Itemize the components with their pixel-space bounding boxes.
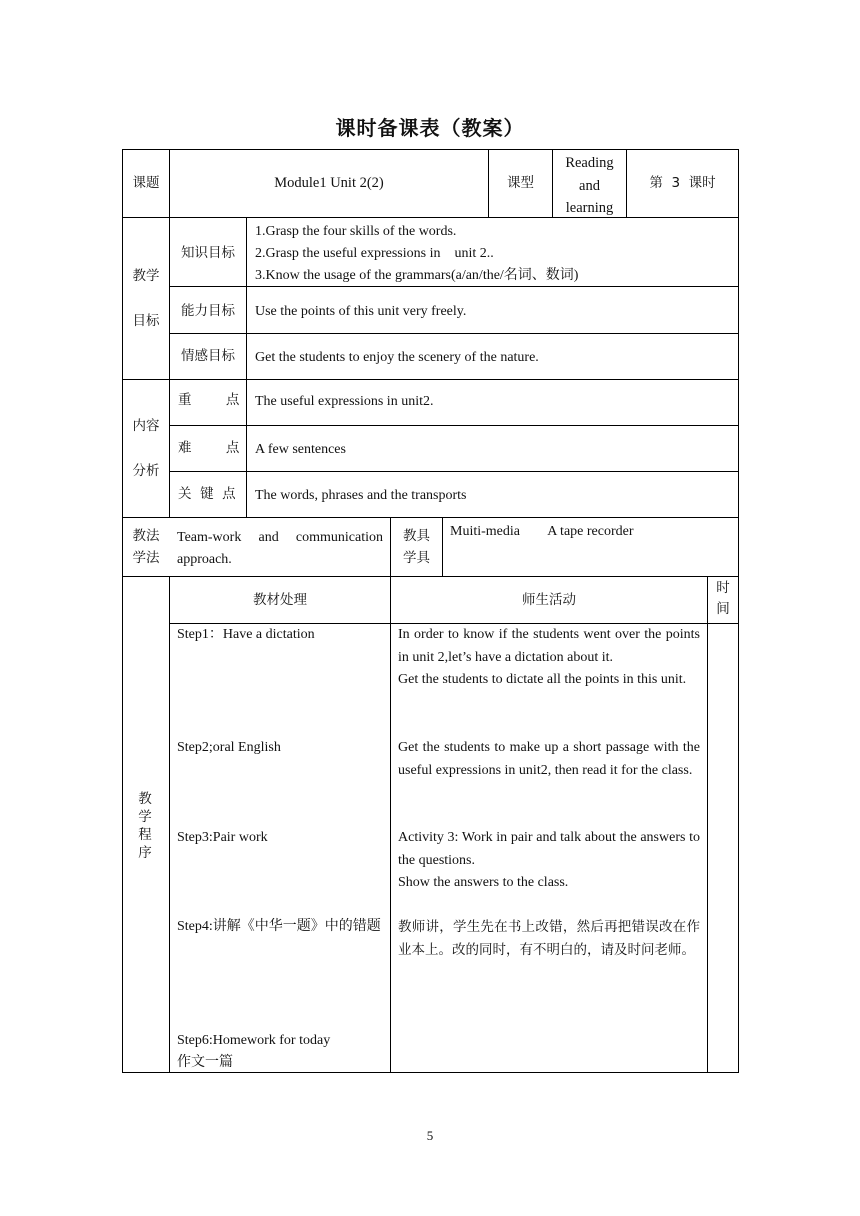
page-number: 5 xyxy=(426,1128,434,1143)
col-material-header: 教材处理 xyxy=(253,591,307,608)
knowledge-line: 2.Grasp the useful expressions in unit 2.. xyxy=(255,246,494,261)
step-1: Step1：Have a dictation xyxy=(177,627,315,642)
tools-label-line: 教具 xyxy=(403,528,430,544)
type-label: 课型 xyxy=(507,175,534,192)
col-activity-header: 师生活动 xyxy=(522,591,576,608)
activity-3: Get the students to make up a short passage with the useful expressions in unit2, then read it for the class. xyxy=(398,740,700,778)
col-divider xyxy=(246,217,247,517)
analysis-label xyxy=(123,380,169,517)
ability-text: Use the points of this unit very freely. xyxy=(255,303,467,319)
method-label xyxy=(123,518,169,576)
col-time-header: 时间 xyxy=(716,580,730,617)
key-text: The useful expressions in unit2. xyxy=(255,394,434,410)
crucial-label: 关 键 点 xyxy=(178,486,236,503)
activity-5: Show the answers to the class. xyxy=(398,875,569,890)
tools-label xyxy=(391,518,442,576)
ability-label: 能力目标 xyxy=(181,303,235,319)
objectives-label-line: 教学 xyxy=(132,267,160,284)
col-divider xyxy=(169,576,170,1073)
type-value-line: and xyxy=(579,177,600,194)
activity-4: Activity 3: Work in pair and talk about the answers to the questions. xyxy=(398,830,700,868)
knowledge-line: 1.Grasp the four skills of the words. xyxy=(255,224,457,239)
step-4: Step4:讲解《中华一题》中的错题 xyxy=(177,919,381,934)
difficult-label: 难 点 xyxy=(178,440,240,457)
procedure-label: 教学程序 xyxy=(138,791,152,861)
tools-label-line: 学具 xyxy=(403,550,430,566)
topic-value: Module1 Unit 2(2) xyxy=(274,175,384,192)
step-3: Step3:Pair work xyxy=(177,830,268,845)
objectives-label-line: 目标 xyxy=(132,312,160,329)
analysis-label-line: 内容 xyxy=(132,417,160,434)
col-divider xyxy=(707,576,708,1073)
crucial-text: The words, phrases and the transports xyxy=(255,488,467,504)
knowledge-line: 3.Know the usage of the grammars(a/an/the/名词、数词) xyxy=(255,268,579,283)
knowledge-label: 知识目标 xyxy=(181,245,235,261)
table-border-right xyxy=(738,149,739,1073)
activity-1: In order to know if the students went over the points in unit 2,let’s have a dictation about it. xyxy=(398,627,700,665)
analysis-label-line: 分析 xyxy=(132,462,160,479)
emotion-label: 情感目标 xyxy=(181,348,235,365)
method-label-line: 教法 xyxy=(132,528,160,544)
tools-text: Muiti-media A tape recorder xyxy=(450,524,634,539)
activity-6: 教师讲，学生先在书上改错，然后再把错误改在作业本上。改的同时，有不明白的，请及时问老师。 xyxy=(398,919,700,958)
step-2: Step2;oral English xyxy=(177,740,281,755)
emotion-text: Get the students to enjoy the scenery of the nature. xyxy=(255,350,539,366)
step-6-note: 作文一篇 xyxy=(177,1055,233,1070)
col-divider xyxy=(442,517,443,576)
type-value-line: Reading xyxy=(565,155,614,171)
period: 第 3 课时 xyxy=(649,175,716,192)
method-label-line: 学法 xyxy=(132,550,160,566)
activity-2: Get the students to dictate all the points in this unit. xyxy=(398,672,687,687)
key-label: 重 点 xyxy=(178,392,240,409)
difficult-text: A few sentences xyxy=(255,442,346,458)
type-value-line: learning xyxy=(565,200,614,217)
type-value xyxy=(553,152,626,217)
knowledge-text xyxy=(255,221,735,286)
step-6: Step6:Homework for today xyxy=(177,1033,331,1048)
method-text: Team-work and communication approach. xyxy=(177,530,383,567)
topic-label: 课题 xyxy=(132,175,160,192)
col-divider xyxy=(390,576,391,1073)
objectives-label xyxy=(123,218,169,379)
page-title: 课时备课表（教案） xyxy=(335,116,525,140)
